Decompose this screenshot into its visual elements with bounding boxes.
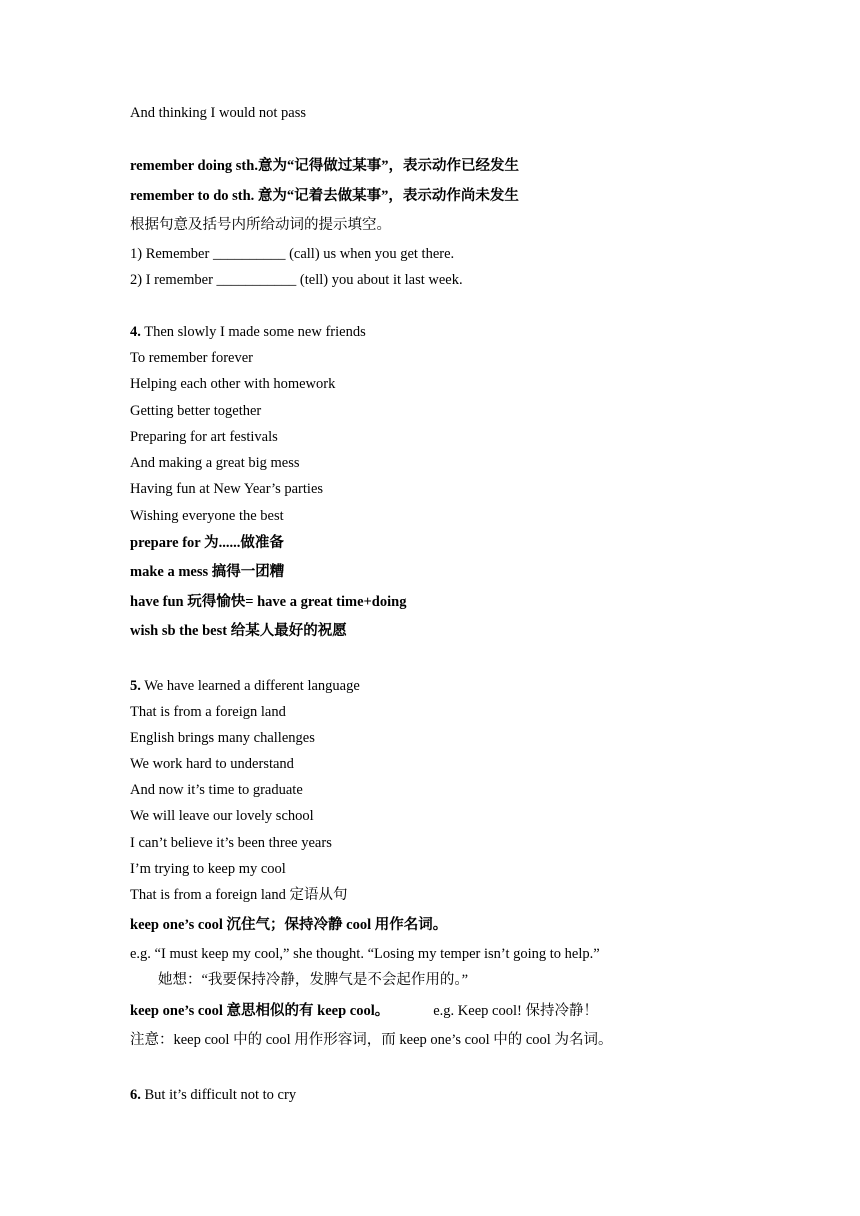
phrase-note: make a mess 搞得一团糟 [130,564,285,580]
phrase-note: wish sb the best 给某人最好的祝愿 [130,623,347,639]
example-translation: 她想：“我要保持冷静，发脾气是不会起作用的。” [158,972,469,988]
example-sentence: e.g. Keep cool! 保持冷静！ [433,1003,598,1019]
section-number: 4. [130,324,141,340]
lyric-line: Helping each other with homework [130,376,336,392]
lyric-line-with-note: That is from a foreign land 定语从句 [130,887,348,903]
lyric-line: English brings many challenges [130,730,315,746]
phrase-note: prepare for 为......做准备 [130,535,284,551]
lyric-line: I can’t believe it’s been three years [130,835,332,851]
lyric-line: Wishing everyone the best [130,508,284,524]
usage-note: 注意：keep cool 中的 cool 用作形容词，而 keep one’s cool 中的 cool 为名词。 [130,1032,613,1048]
lyric-line: And making a great big mess [130,455,300,471]
exercise-item-1: 1) Remember __________ (call) us when you get there. [130,246,455,262]
example-sentence: e.g. “I must keep my cool,” she thought. “Losing my temper isn’t going to help.” [130,946,600,962]
lyric-line: We work hard to understand [130,756,294,772]
section-5-heading [130,677,360,695]
lyric-line: We will leave our lovely school [130,808,314,824]
lyric-line: Having fun at New Year’s parties [130,481,324,497]
grammar-note-remember-doing: remember doing sth.意为“记得做过某事”，表示动作已经发生 [130,158,519,174]
similar-phrase: keep one’s cool 意思相似的有 keep cool。 [130,1003,390,1019]
lyric-line: To remember forever [130,350,253,366]
lyric-line: And thinking I would not pass [130,105,307,121]
lyric-line: Then slowly I made some new friends [140,324,366,340]
section-number: 6. [130,1087,141,1103]
lyric-line: But it’s difficult not to cry [140,1087,297,1103]
section-6-heading [130,1086,296,1104]
section-4-heading [130,323,366,341]
phrase-note: keep one’s cool 沉住气；保持冷静 cool 用作名词。 [130,917,448,933]
lyric-line: Getting better together [130,403,262,419]
exercise-instruction: 根据句意及括号内所给动词的提示填空。 [130,217,391,233]
grammar-note-remember-to-do: remember to do sth. 意为“记着去做某事”，表示动作尚未发生 [130,188,519,204]
section-number: 5. [130,678,141,694]
lyric-line: We have learned a different language [140,678,360,694]
exercise-item-2: 2) I remember ___________ (tell) you about it last week. [130,272,463,288]
lyric-line: And now it’s time to graduate [130,782,303,798]
similar-phrase-note [130,1002,598,1020]
phrase-note: have fun 玩得愉快= have a great time+doing [130,594,407,610]
lyric-line: That is from a foreign land [130,704,286,720]
lyric-line: I’m trying to keep my cool [130,861,286,877]
lyric-line: Preparing for art festivals [130,429,278,445]
